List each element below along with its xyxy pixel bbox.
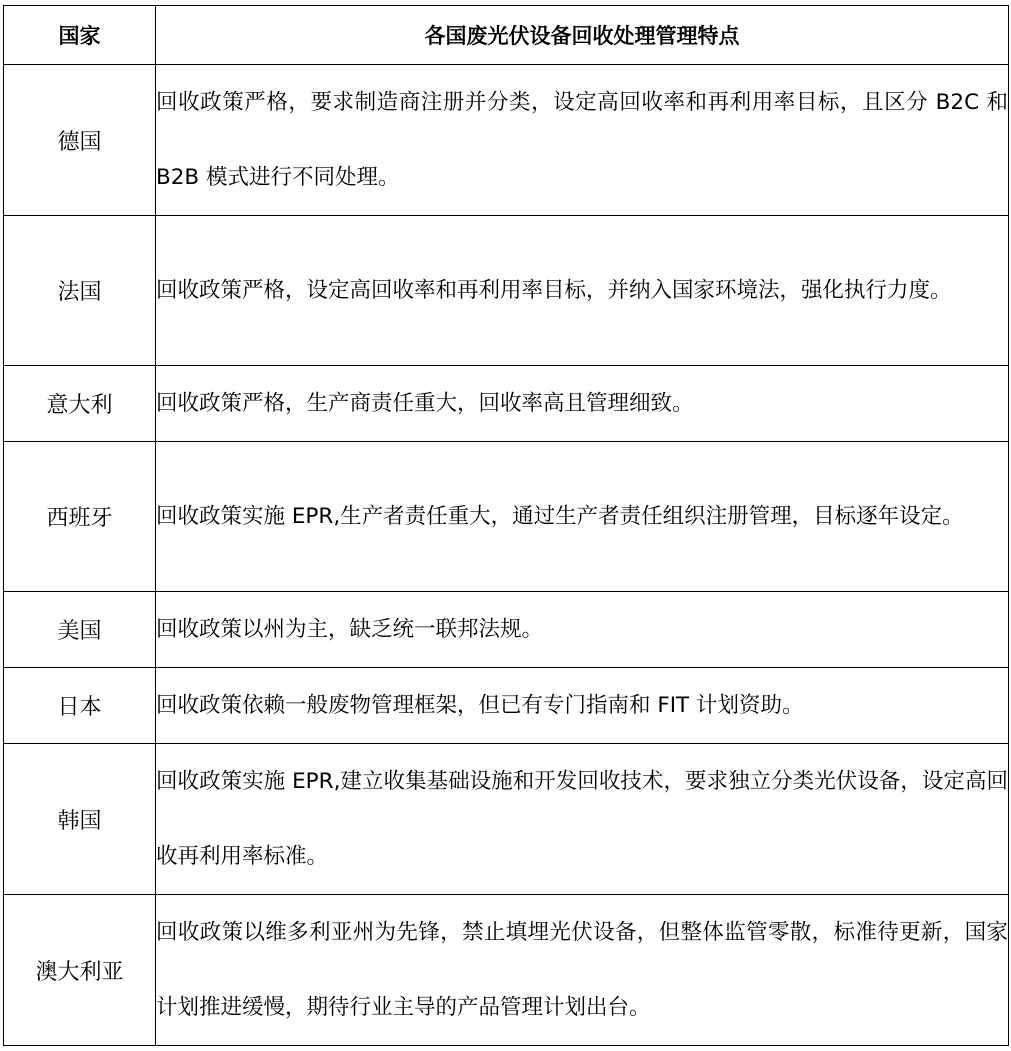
country-cell: 日本 (4, 668, 156, 744)
country-cell: 美国 (4, 592, 156, 668)
features-cell: 回收政策严格，生产商责任重大，回收率高且管理细致。 (156, 366, 1009, 442)
header-features: 各国废光伏设备回收处理管理特点 (156, 6, 1009, 65)
table-row (4, 744, 1009, 895)
country-cell: 法国 (4, 216, 156, 366)
table-row (4, 366, 1009, 442)
country-cell: 西班牙 (4, 442, 156, 592)
features-cell: 回收政策依赖一般废物管理框架，但已有专门指南和 FIT 计划资助。 (156, 668, 1009, 744)
header-country: 国家 (4, 6, 156, 65)
country-cell: 澳大利亚 (4, 895, 156, 1046)
features-cell: 回收政策实施 EPR,生产者责任重大，通过生产者责任组织注册管理，目标逐年设定。 (156, 442, 1009, 592)
features-cell: 回收政策严格，设定高回收率和再利用率目标，并纳入国家环境法，强化执行力度。 (156, 216, 1009, 366)
country-cell: 韩国 (4, 744, 156, 895)
features-cell: 回收政策以维多利亚州为先锋，禁止填埋光伏设备，但整体监管零散，标准待更新，国家计划推进缓慢，期待行业主导的产品管理计划出台。 (156, 895, 1009, 1046)
table-row (4, 216, 1009, 366)
table-row (4, 668, 1009, 744)
table-header-row (4, 6, 1009, 65)
pv-recycling-policy-table (3, 5, 1009, 1046)
table-row (4, 895, 1009, 1046)
features-cell: 回收政策严格，要求制造商注册并分类，设定高回收率和再利用率目标，且区分 B2C 和 B2B 模式进行不同处理。 (156, 65, 1009, 216)
table-row (4, 65, 1009, 216)
country-cell: 德国 (4, 65, 156, 216)
table-row (4, 592, 1009, 668)
features-cell: 回收政策以州为主，缺乏统一联邦法规。 (156, 592, 1009, 668)
table-row (4, 442, 1009, 592)
features-cell: 回收政策实施 EPR,建立收集基础设施和开发回收技术，要求独立分类光伏设备，设定高回收再利用率标准。 (156, 744, 1009, 895)
country-cell: 意大利 (4, 366, 156, 442)
